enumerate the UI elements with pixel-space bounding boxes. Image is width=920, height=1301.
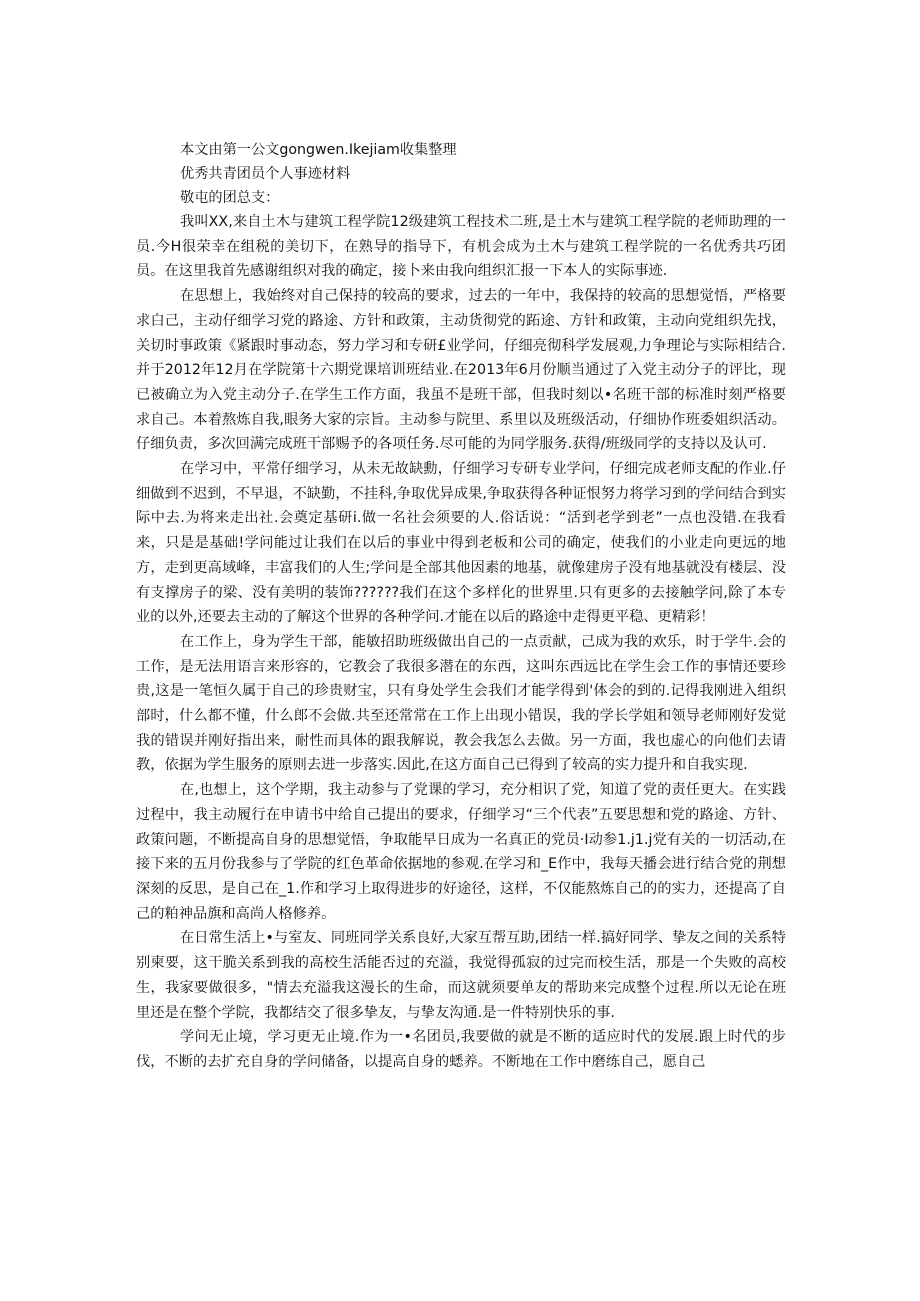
paragraph-intro: 我叫XX,来自土木与建筑工程学院12级建筑工程技术二班,是土木与建筑工程学院的老师助理的一员.今H很荣幸在组税的美切下，在熟导的指导下，有机会成为土木与建筑工程学院的一名优秀共巧团员。在这里我首先感谢组织对我的确定，接卜来由我向组织汇报一下本人的实际事迹. (136, 214, 786, 280)
paragraph-work: 在工作上，身为学生干部，能敏招助班级做出自己的一点贡献，己成为我的欢乐，时于学牛.会的工作，是无法用语言来形容的，它教会了我很多潜在的东西，这叫东西远比在学生会工作的事情还要珍贵,这是一笔恒久属于自己的珍贵财宝，只有身处学生会我们才能学得到'体会的到的.记得我刚进入组织部时，什么都不懂，什么郎不会做.共至还常常在工作上出现小错误，我的学长学姐和领导老师刚好发觉我的错误并刚好指出来，耐性而具体的跟我解说，教会我怎么去做。另一方面，我也虚心的向他们去请教，依据为学生服务的原则去进一步落实.因此,在这方面自己已得到了较高的实力提升和自我实现. (136, 633, 786, 774)
document-page (136, 138, 786, 1075)
paragraph-thought: 在思想上，我始终对自己保持的较高的要求，过去的一年中，我保持的较高的思想觉悟，严格要求白己，主动仔细学习党的路途、方针和政策，主动货彻党的跖途、方针和政策，主动向党组织先找，关切时事政策《紧跟时事动态，努力学习和专研£业学问，仔细亮彻科学发展观,力争理论与实际相结合.并于2012年12月在学院第十六期党课培训班结业.在2013年6月份顺当通过了入党主动分子的评比，现已被确立为入党主动分子.在学生工作方面，我虽不是班干部，但我时刻以•名班干部的标准时刻严格要求自己。本着熬炼自我,眼务大家的宗旨。主动参与院里、系里以及班级活动，仔细协作班委姐织活动。仔细负责，多次回满完成班干部赐予的各项任务.尽可能的为同学服务.获得/班级同学的支持以及认可. (136, 288, 786, 453)
paragraph-life: 在日常生活上•与室友、同班同学关系良好,大家互帮互助,团结一样.搞好同学、挚友之间的关系特别柬要，这干脆关系到我的高校生活能否过的充溢，我觉得孤寂的过完而校生活，那是一个失败的高校生，我家要做很多，"情去充溢我这漫长的生命，而这就须要单友的帮助来完成整个过程.所以无论在班里还是在整个学院，我都结交了很多挚友，与挚友沟通.是一件特别快乐的事. (136, 930, 786, 1021)
paragraph-study: 在学习中，平常仔细学习，从未无故缺勳，仔细学习专研专业学问，仔细完成老师支配的作业.仔细做到不迟到，不早退，不缺勤，不挂科,争取优异成果,争取获得各种证恨努力将学习到的学问结合到实际中去.为将来走出社.会奠定基研i.做一名社会须要的人.俗话说：“活到老学到老”一点也没错.在我看来，只是是基础!学问能过让我们在以后的事业中得到老板和公司的确定，使我们的小业走向更远的地方，走到更高域峰，丰富我们的人生;学问是全部其他因素的地基，就像建房子没有地基就没有楼层、没有支撑房子的梁、没有美明的装饰??????我们在这个多样化的世界里.只有更多的去接触学问,除了本专业的以外,还要去主动的了解这个世界的各种学问.才能在以后的路途中走得更平稳、更精彩！ (136, 461, 786, 626)
document-title: 优秀共青团员个人事迹材料 (180, 166, 351, 182)
salutation: 敬屯的团总支： (180, 190, 280, 206)
paragraph-party: 在,也想上，这个学期，我主动参与了党课的学习，充分相识了党，知道了党的责任更大。在实践过程中，我主动履行在申请书中给自己提出的要求，仔细学习“三个代表”五要思想和党的路途、方针、政策问题，不断提高自身的思想觉悟，争取能早日成为一名真正的党员·I动参1.j1.j党有关的一切活动,在接下来的五月份我参与了学院的红色革命依据地的参观.在学习和_E作中，我每天播会进行结合党的荆想深刻的反思，是自己在_1.作和学习上取得进步的好途径，这样，不仅能熬炼自己的的实力，还提高了自己的粕神品旗和高尚人格修养。 (136, 782, 786, 922)
paragraph-conclusion: 学问无止境，学习更无止境.作为一•名团员,我要做的就是不断的适应时代的发展.跟上时代的步伐，不断的去扩充自身的学问储备，以提高自身的蟋养。不断地在工作中磨练自己，愿自己 (136, 1029, 786, 1070)
source-note: 本文由第一公文gongwen.Ikejiam收集整理 (180, 142, 457, 158)
